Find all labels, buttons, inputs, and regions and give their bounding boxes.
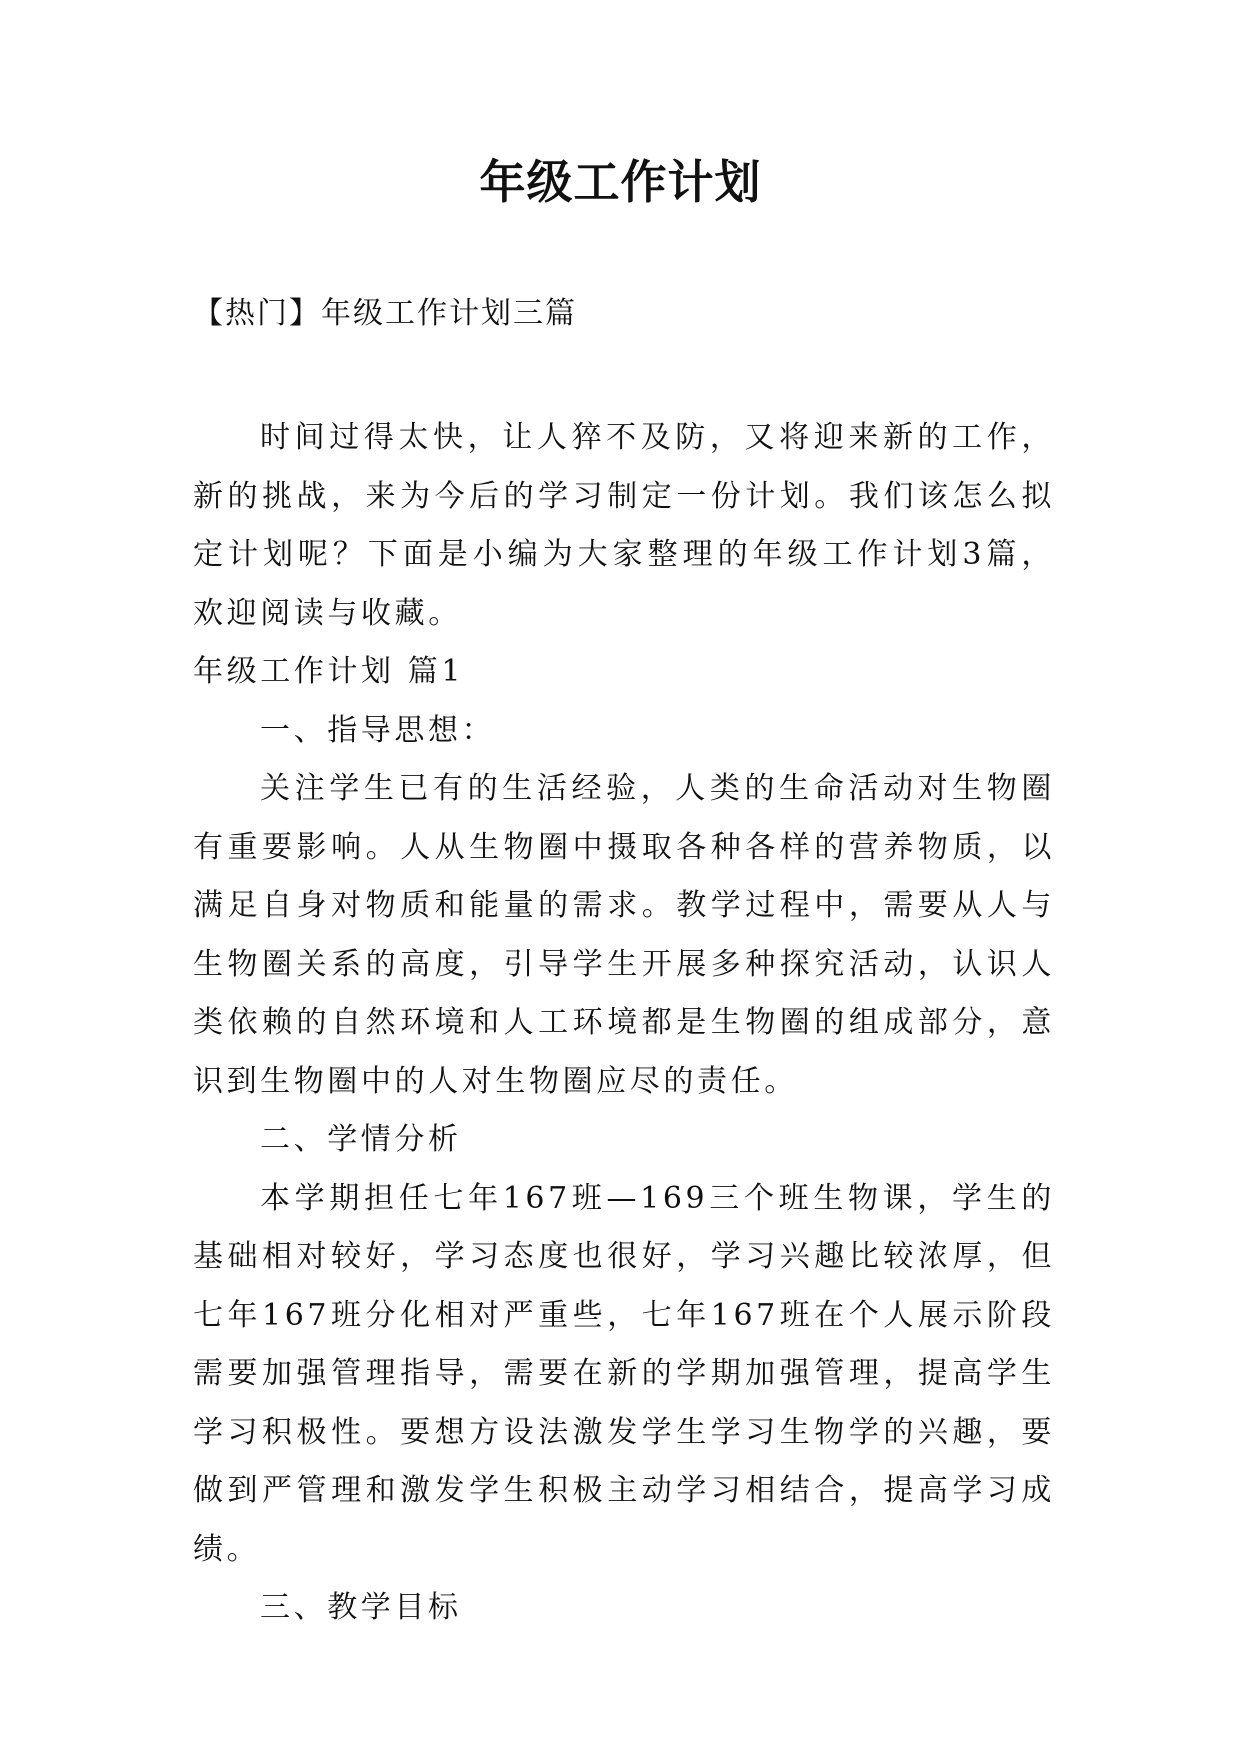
section-heading: 一、指导思想： bbox=[260, 712, 496, 748]
section-heading: 二、学情分析 bbox=[260, 1122, 462, 1157]
document-subtitle: 【热门】年级工作计划三篇 bbox=[193, 296, 577, 331]
section-heading: 三、教学目标 bbox=[260, 1590, 462, 1625]
intro-paragraph: 时间过得太快，让人猝不及防，又将迎来新的工作，新的挑战，来为今后的学习制定一份计划。我们该怎么拟定计划呢？下面是小编为大家整理的年级工作计划3篇，欢迎阅读与收藏。 bbox=[193, 420, 1055, 631]
document-body bbox=[193, 409, 1055, 1638]
section-paragraph: 关注学生已有的生活经验，人类的生命活动对生物圈有重要影响。人从生物圈中摄取各种各样的营养物质，以满足自身对物质和能量的需求。教学过程中，需要从人与生物圈关系的高度，引导学生开展多种探究活动，认识人类依赖的自然环境和人工环境都是生物圈的组成部分，意识到生物圈中的人对生物圈应尽的责任。 bbox=[193, 771, 1055, 1099]
section-paragraph: 本学期担任七年167班—169三个班生物课，学生的基础相对较好，学习态度也很好，学习兴趣比较浓厚，但七年167班分化相对严重些，七年167班在个人展示阶段需要加强管理指导，需要在新的学期加强管理，提高学生学习积极性。要想方设法激发学生学习生物学的兴趣，要做到严管理和激发学生积极主动学习相结合，提高学习成绩。 bbox=[193, 1180, 1055, 1567]
document-title: 年级工作计划 bbox=[479, 155, 762, 209]
article-title: 年级工作计划 篇1 bbox=[193, 654, 465, 689]
